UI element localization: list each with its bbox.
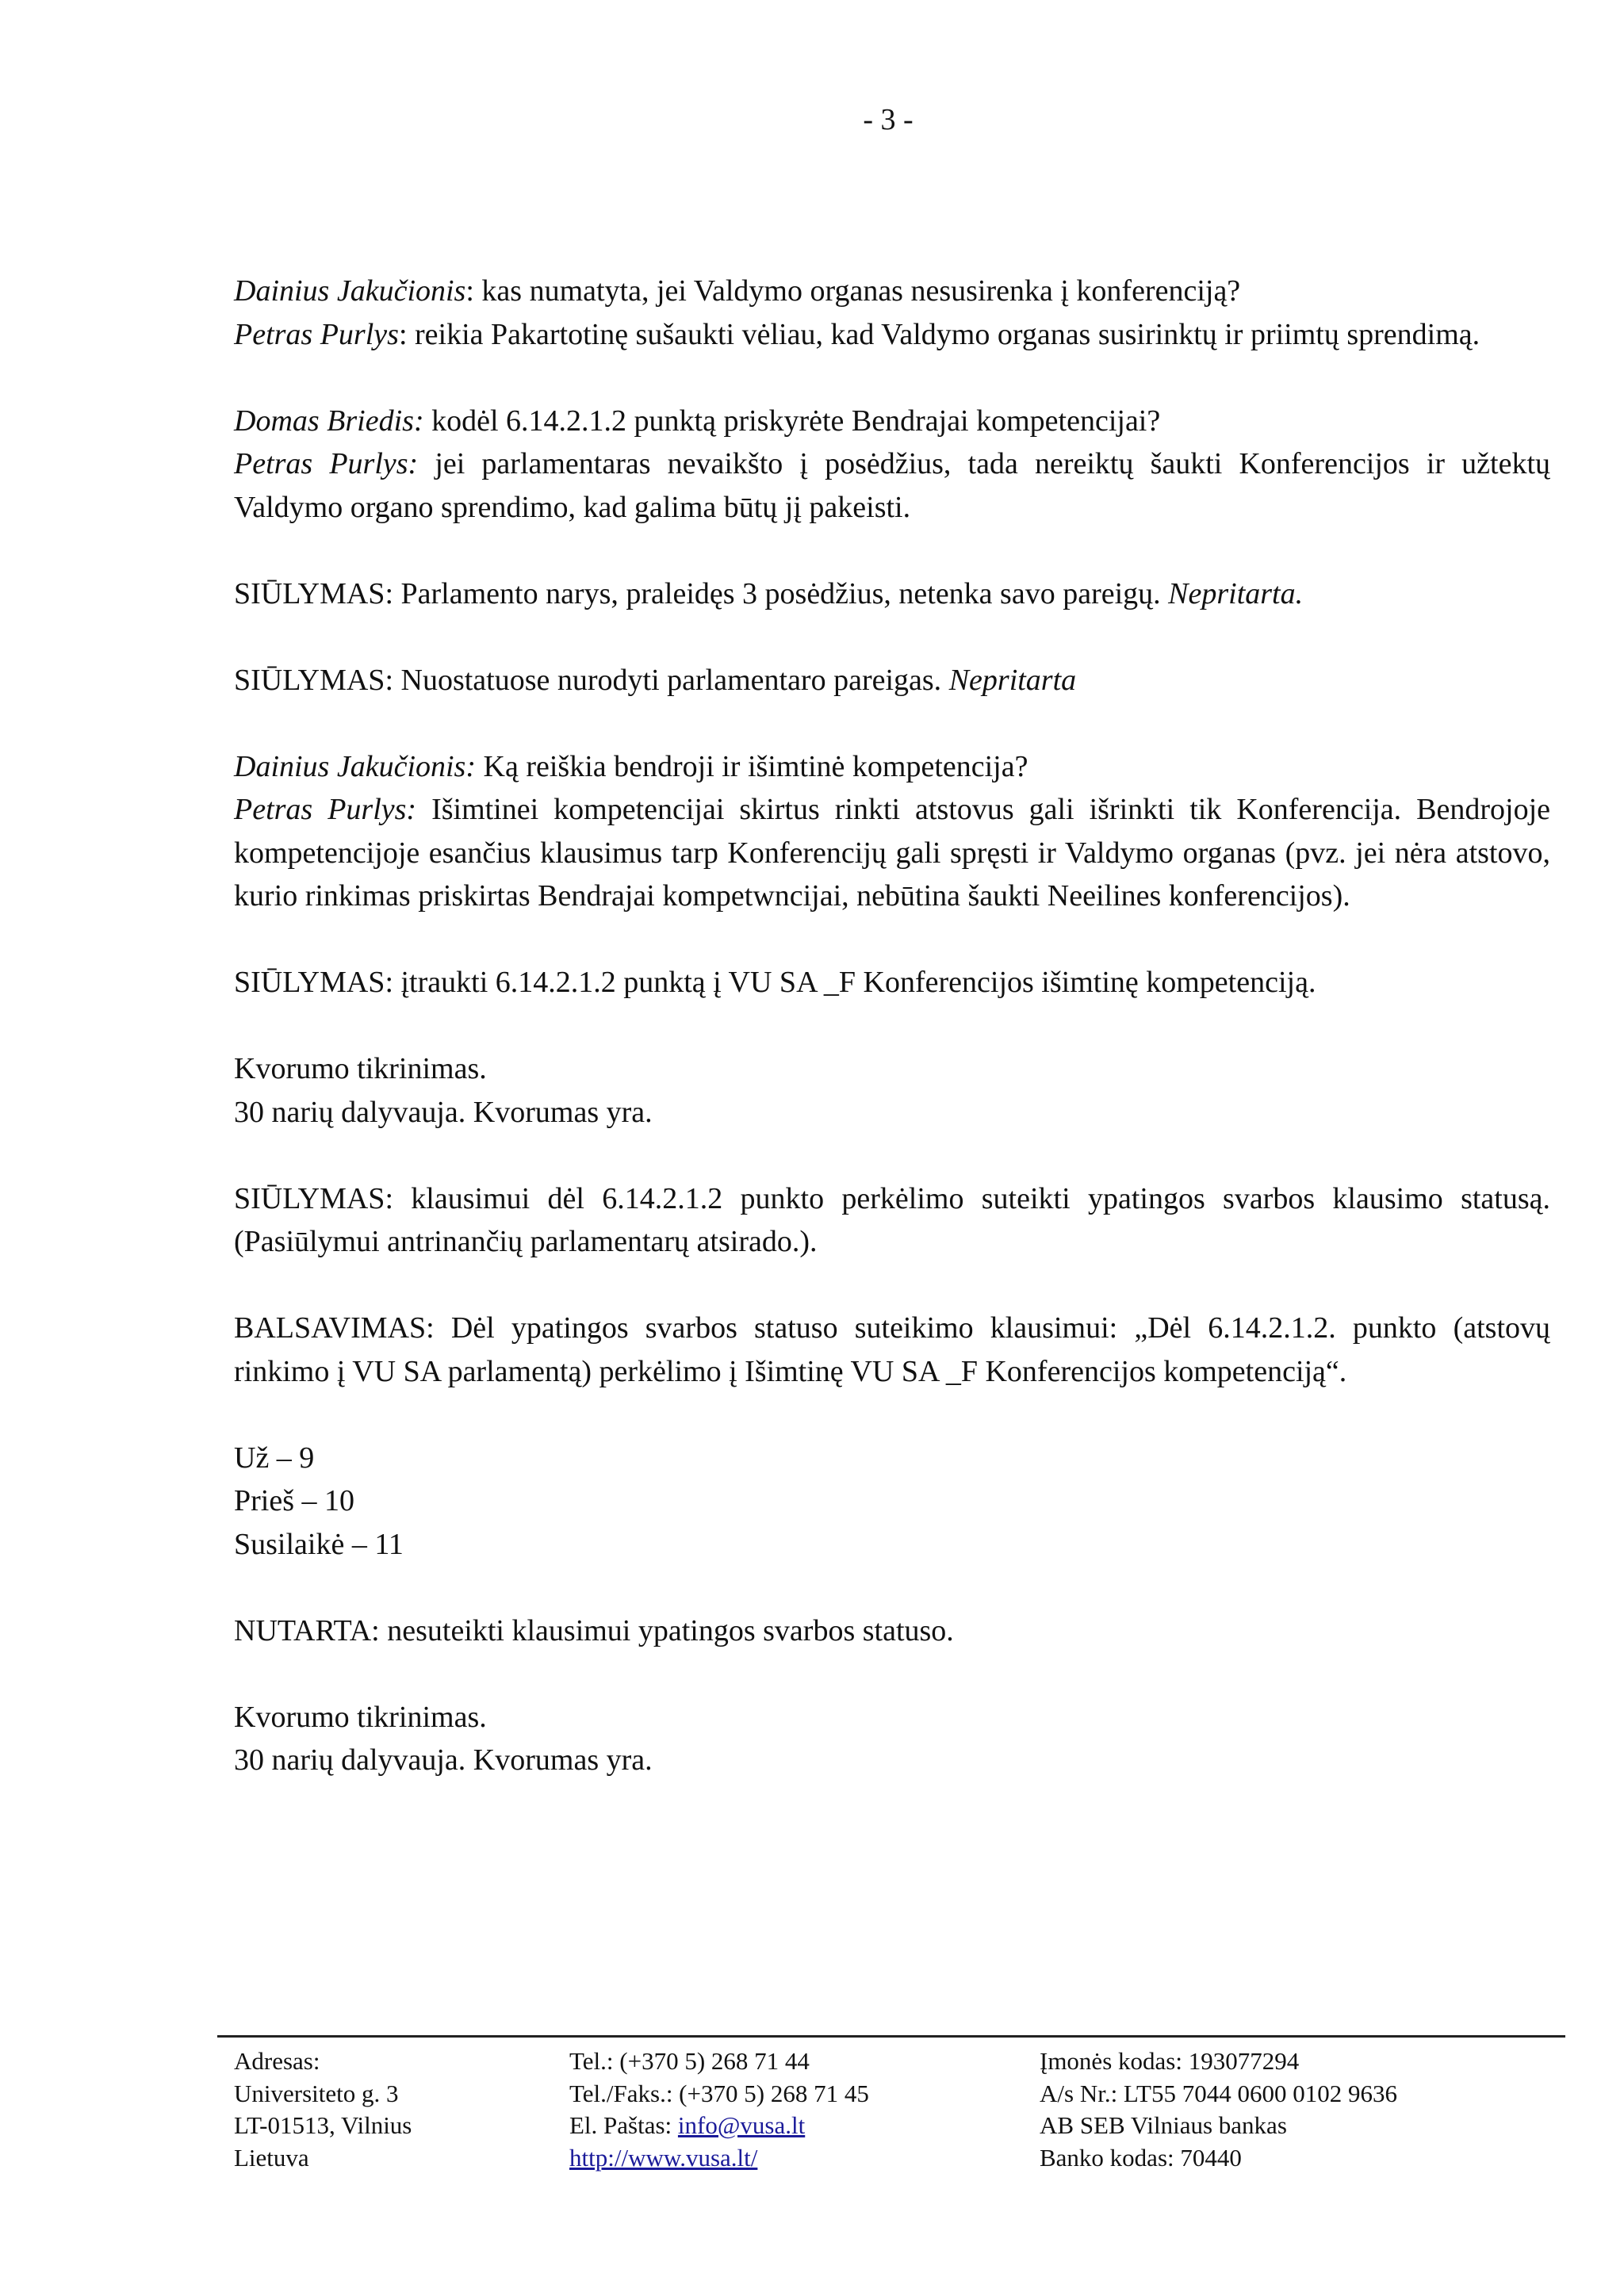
paragraph-answer-2: [234, 442, 1550, 529]
paragraph-text: jei parlamentaras nevaikšto į posėdžius, tada nereiktų šaukti Konferencijos ir užtektų Valdymo organo sprendimo, kad galima būtų jį pakeisti.: [234, 447, 1551, 524]
speaker-name: Dainius Jakučionis:: [234, 749, 477, 783]
page-number: - 3 -: [863, 103, 914, 136]
footer-address-line: Lietuva: [234, 2143, 309, 2172]
footer-fax: Tel./Faks.: (+370 5) 268 71 45: [569, 2079, 869, 2107]
proposal-3: SIŪLYMAS: įtraukti 6.14.2.1.2 punktą į VU SA _F Konferencijos išimtinę kompetenciją.: [234, 966, 1316, 999]
footer-address-line: Adresas:: [234, 2047, 320, 2075]
footer-divider: [217, 2035, 1565, 2038]
footer-email-label: El. Paštas:: [569, 2111, 678, 2139]
speaker-name: Dainius Jakučionis: [234, 274, 466, 308]
footer-company-line: Įmonės kodas: 193077294: [1040, 2047, 1300, 2075]
paragraph-text: : reikia Pakartotinę sušaukti vėliau, kad Valdymo organas susirinktų ir priimtų sprendimą.: [398, 317, 1480, 351]
quorum-check-label-2: Kvorumo tikrinimas.: [234, 1700, 487, 1734]
footer-url-link[interactable]: http://www.vusa.lt/: [569, 2143, 758, 2172]
speaker-name: Petras Purlys:: [234, 447, 419, 480]
quorum-check-result-2: 30 narių dalyvauja. Kvorumas yra.: [234, 1743, 653, 1777]
paragraph-question-3: [234, 745, 1550, 789]
vote-against: Prieš – 10: [234, 1484, 354, 1517]
proposal-2: [234, 659, 1550, 702]
speaker-name: Petras Purlys:: [234, 793, 417, 826]
paragraph-question-2: [234, 400, 1550, 443]
speaker-name: Petras Purlys: [234, 317, 399, 351]
voting-paragraph: BALSAVIMAS: Dėl ypatingos svarbos statuso suteikimo klausimui: „Dėl 6.14.2.1.2. punkto (atstovų rinkimo į VU SA parlamentą) perkėlimo į Išimtinę VU SA _F Konferencijos kompetenciją“.: [234, 1311, 1550, 1388]
footer-address: [234, 2045, 412, 2174]
paragraph-text: kodėl 6.14.2.1.2 punktą priskyrėte Bendrajai kompetencijai?: [423, 404, 1161, 438]
quorum-check-result: 30 narių dalyvauja. Kvorumas yra.: [234, 1095, 653, 1129]
decision: NUTARTA: nesuteikti klausimui ypatingos svarbos statuso.: [234, 1613, 954, 1647]
proposal-text: SIŪLYMAS: Nuostatuose nurodyti parlamentaro pareigas.: [234, 663, 949, 697]
footer-url-line: [569, 2142, 869, 2175]
speaker-name: Domas Briedis:: [234, 404, 424, 438]
footer-company-line: A/s Nr.: LT55 7044 0600 0102 9636: [1040, 2079, 1397, 2107]
footer-company-line: AB SEB Vilniaus bankas: [1040, 2111, 1287, 2139]
paragraph-text: : kas numatyta, jei Valdymo organas nesusirenka į konferenciją?: [465, 274, 1241, 308]
proposal-text: SIŪLYMAS: Parlamento narys, praleidęs 3 posėdžius, netenka savo pareigų.: [234, 576, 1169, 610]
footer-email-link[interactable]: info@vusa.lt: [677, 2111, 806, 2139]
proposal-result: Nepritarta: [948, 663, 1077, 697]
proposal-4: SIŪLYMAS: klausimui dėl 6.14.2.1.2 punkto perkėlimo suteikti ypatingos svarbos klausimo statusą. (Pasiūlymui antrinančių parlamentarų atsirado.).: [234, 1181, 1550, 1258]
footer-address-line: Universiteto g. 3: [234, 2079, 399, 2107]
proposal-result: Nepritarta.: [1168, 576, 1304, 610]
paragraph-answer-3: [234, 788, 1550, 918]
proposal-1: [234, 572, 1550, 616]
vote-abstain: Susilaikė – 11: [234, 1527, 404, 1561]
paragraph-question-1: [234, 270, 1550, 313]
footer-contacts: [569, 2045, 869, 2174]
footer-address-line: LT-01513, Vilnius: [234, 2111, 412, 2139]
vote-for: Už – 9: [234, 1441, 315, 1475]
footer-company-line: Banko kodas: 70440: [1040, 2143, 1242, 2172]
minutes-body: [234, 270, 1550, 1782]
footer-email-line: [569, 2110, 869, 2142]
paragraph-answer-1: [234, 313, 1550, 357]
footer-phone: Tel.: (+370 5) 268 71 44: [569, 2047, 810, 2075]
paragraph-text: Ką reiškia bendroji ir išimtinė kompetencija?: [476, 749, 1028, 783]
quorum-check-label: Kvorumo tikrinimas.: [234, 1052, 487, 1085]
footer-company: [1040, 2045, 1397, 2174]
paragraph-text: Išimtinei kompetencijai skirtus rinkti atstovus gali išrinkti tik Konferencija. Bendrojoje kompetencijoje esančius klausimus tarp Konferencijų gali spręsti ir Valdymo organas (pvz. jei nėra atstovo, kurio rinkimas priskirtas Bendrajai kompetwncijai, nebūtina šaukti Neeilines konferencijos).: [234, 793, 1551, 913]
